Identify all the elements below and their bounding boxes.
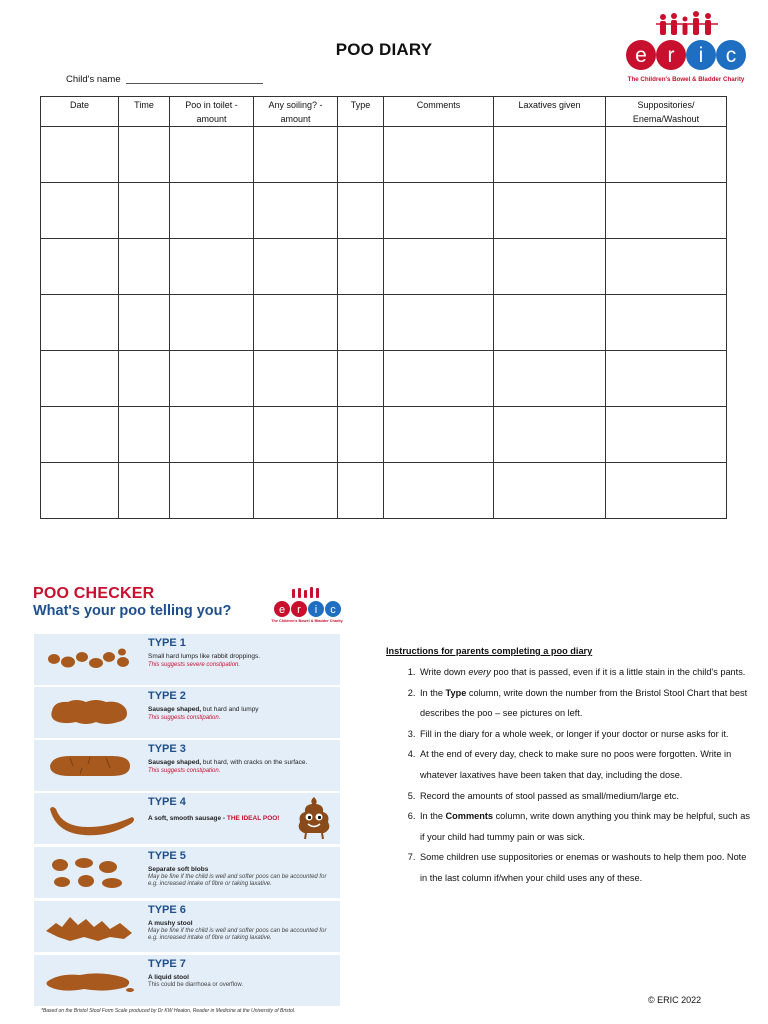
table-cell[interactable] <box>119 127 170 183</box>
table-cell[interactable] <box>254 183 338 239</box>
type-4-stool-icon <box>40 797 140 839</box>
col-header-type: Type <box>338 97 384 127</box>
table-row <box>41 239 727 295</box>
instruction-item-5: 5. Record the amounts of stool passed as small/medium/large etc. <box>418 786 756 807</box>
table-cell[interactable] <box>494 127 606 183</box>
col-header-laxatives: Laxatives given <box>494 97 606 127</box>
col-header-poo-in-toilet: Poo in toilet - amount <box>170 97 254 127</box>
svg-text:e: e <box>635 44 647 67</box>
table-cell[interactable] <box>384 463 494 519</box>
table-cell[interactable] <box>384 351 494 407</box>
type-5-card <box>34 847 340 898</box>
table-row <box>41 463 727 519</box>
table-cell[interactable] <box>494 463 606 519</box>
table-cell[interactable] <box>494 351 606 407</box>
table-cell[interactable] <box>119 295 170 351</box>
table-cell[interactable] <box>384 127 494 183</box>
instructions-list <box>386 662 756 889</box>
table-cell[interactable] <box>254 239 338 295</box>
instruction-item-3: 3. Fill in the diary for a whole week, or longer if your doctor or nurse asks for it. <box>418 724 756 745</box>
svg-text:c: c <box>725 44 737 67</box>
instruction-item-7: 7. Some children use suppositories or enemas or washouts to help them poo. Note in the last column if/when your child uses any of these. <box>418 847 756 888</box>
type-7-name: TYPE 7 <box>148 958 186 970</box>
table-cell[interactable] <box>41 239 119 295</box>
table-cell[interactable] <box>606 407 727 463</box>
type-1-stool-icon <box>40 638 140 680</box>
table-cell[interactable] <box>494 295 606 351</box>
type-1-desc: Small hard lumps like rabbit droppings. <box>148 653 260 660</box>
type-3-desc: Sausage shaped, but hard, with cracks on the surface. <box>148 759 308 766</box>
table-cell[interactable] <box>170 407 254 463</box>
type-6-note: May be fine if the child is well and softer poos can be accounted for e.g. increased intake of fibre or taking laxative. <box>148 928 327 941</box>
table-cell[interactable] <box>606 127 727 183</box>
svg-text:i: i <box>314 604 318 616</box>
table-cell[interactable] <box>119 183 170 239</box>
type-3-card <box>34 740 340 791</box>
table-cell[interactable] <box>170 127 254 183</box>
child-name-line <box>126 72 263 84</box>
logo-tagline: The Children's Bowel & Bladder Charity <box>627 76 745 83</box>
table-cell[interactable] <box>41 463 119 519</box>
type-2-name: TYPE 2 <box>148 690 186 702</box>
eric-logo <box>622 8 750 88</box>
type-7-card <box>34 955 340 1006</box>
instructions-heading: Instructions for parents completing a poo diary <box>386 646 593 656</box>
instruction-item-2: 2. In the Type column, write down the number from the Bristol Stool Chart that best describes the poo – see pictures on left. <box>418 683 756 724</box>
poo-diary-table <box>40 96 727 519</box>
table-cell[interactable] <box>606 295 727 351</box>
type-2-card <box>34 687 340 738</box>
poo-checker-footnote: *Based on the Bristol Stool Form Scale produced by Dr KW Heaton, Reader in Medicine at the University of Bristol. <box>41 1008 296 1014</box>
table-cell[interactable] <box>119 407 170 463</box>
table-cell[interactable] <box>338 351 384 407</box>
table-cell[interactable] <box>41 127 119 183</box>
type-6-card <box>34 901 340 952</box>
logo-small-tagline: The Children's Bowel & Bladder Charity <box>271 619 343 623</box>
type-2-desc: Sausage shaped, but hard and lumpy <box>148 706 259 713</box>
svg-text:i: i <box>698 44 704 67</box>
table-cell[interactable] <box>170 351 254 407</box>
table-cell[interactable] <box>606 463 727 519</box>
poo-checker-panel <box>33 585 343 1019</box>
table-row <box>41 295 727 351</box>
table-cell[interactable] <box>384 183 494 239</box>
table-cell[interactable] <box>338 295 384 351</box>
type-4-desc: A soft, smooth sausage - THE IDEAL POO! <box>148 815 280 822</box>
table-row <box>41 351 727 407</box>
type-3-name: TYPE 3 <box>148 743 186 755</box>
col-header-time: Time <box>119 97 170 127</box>
type-6-name: TYPE 6 <box>148 904 186 916</box>
table-cell[interactable] <box>119 463 170 519</box>
table-cell[interactable] <box>119 239 170 295</box>
type-1-card <box>34 634 340 685</box>
table-cell[interactable] <box>338 239 384 295</box>
table-cell[interactable] <box>384 407 494 463</box>
instruction-item-6: 6. In the Comments column, write down anything you think may be helpful, such as if your child had tummy pain or was sick. <box>418 806 756 847</box>
table-cell[interactable] <box>254 407 338 463</box>
type-5-desc: Separate soft blobs <box>148 866 209 873</box>
type-6-desc: A mushy stool <box>148 920 193 927</box>
table-row <box>41 407 727 463</box>
type-5-stool-icon <box>40 851 140 893</box>
table-cell[interactable] <box>41 351 119 407</box>
poo-checker-title: POO CHECKER <box>33 585 155 602</box>
eric-logo-graphic <box>622 8 750 78</box>
table-cell[interactable] <box>606 239 727 295</box>
child-name-field <box>66 74 263 86</box>
svg-text:r: r <box>297 604 301 616</box>
type-2-note: This suggests constipation. <box>148 715 221 721</box>
table-cell[interactable] <box>338 127 384 183</box>
table-cell[interactable] <box>119 351 170 407</box>
table-cell[interactable] <box>170 295 254 351</box>
family-figures-icon <box>656 11 718 35</box>
type-6-stool-icon <box>40 905 140 947</box>
table-cell[interactable] <box>338 183 384 239</box>
table-cell[interactable] <box>170 463 254 519</box>
table-header-row <box>41 97 727 127</box>
type-1-note: This suggests severe constipation. <box>148 662 241 668</box>
svg-text:c: c <box>330 604 336 616</box>
table-cell[interactable] <box>41 295 119 351</box>
col-header-soiling: Any soiling? - amount <box>254 97 338 127</box>
table-cell[interactable] <box>384 239 494 295</box>
type-5-name: TYPE 5 <box>148 850 186 862</box>
svg-text:e: e <box>278 604 286 616</box>
table-cell[interactable] <box>384 295 494 351</box>
instructions-section <box>386 646 756 889</box>
table-cell[interactable] <box>170 183 254 239</box>
poo-checker-subtitle: What's your poo telling you? <box>33 603 232 619</box>
copyright-notice: © ERIC 2022 <box>648 995 702 1005</box>
smiling-poo-mascot-icon <box>296 795 332 841</box>
page-title: POO DIARY <box>335 40 433 59</box>
table-cell[interactable] <box>338 407 384 463</box>
table-cell[interactable] <box>494 239 606 295</box>
type-7-stool-icon <box>40 959 140 1001</box>
type-7-note: This could be diarrhoea or overflow. <box>148 982 244 988</box>
type-2-stool-icon <box>40 691 140 733</box>
type-7-desc: A liquid stool <box>148 974 189 981</box>
table-cell[interactable] <box>41 407 119 463</box>
type-4-name: TYPE 4 <box>148 796 186 808</box>
table-cell[interactable] <box>606 351 727 407</box>
type-5-note: May be fine if the child is well and softer poos can be accounted for e.g. increased intake of fibre or taking laxative. <box>148 874 327 887</box>
child-name-label: Child's name <box>66 74 121 85</box>
instruction-item-4: 4. At the end of every day, check to make sure no poos were forgotten. Write in whatever laxatives have been taken that day, including the dose. <box>418 744 756 785</box>
table-row <box>41 127 727 183</box>
type-1-name: TYPE 1 <box>148 637 186 649</box>
type-3-stool-icon <box>40 744 140 786</box>
table-cell[interactable] <box>254 127 338 183</box>
eric-logo-small <box>271 585 343 627</box>
col-header-date: Date <box>41 97 119 127</box>
table-cell[interactable] <box>170 239 254 295</box>
col-header-suppositories: Suppositories/ Enema/Washout <box>606 97 727 127</box>
table-cell[interactable] <box>494 407 606 463</box>
table-cell[interactable] <box>254 295 338 351</box>
table-cell[interactable] <box>41 183 119 239</box>
table-cell[interactable] <box>338 463 384 519</box>
col-header-comments: Comments <box>384 97 494 127</box>
table-row <box>41 183 727 239</box>
table-cell[interactable] <box>494 183 606 239</box>
instruction-item-1: 1. Write down every poo that is passed, even if it is a little stain in the child's pants. <box>418 662 756 683</box>
table-cell[interactable] <box>254 463 338 519</box>
family-figures-small-icon <box>292 587 319 598</box>
svg-text:r: r <box>667 44 675 67</box>
table-cell[interactable] <box>606 183 727 239</box>
type-3-note: This suggests constipation. <box>148 768 221 774</box>
type-4-card <box>34 793 340 844</box>
eric-logo-small-graphic <box>271 585 343 619</box>
table-cell[interactable] <box>254 351 338 407</box>
